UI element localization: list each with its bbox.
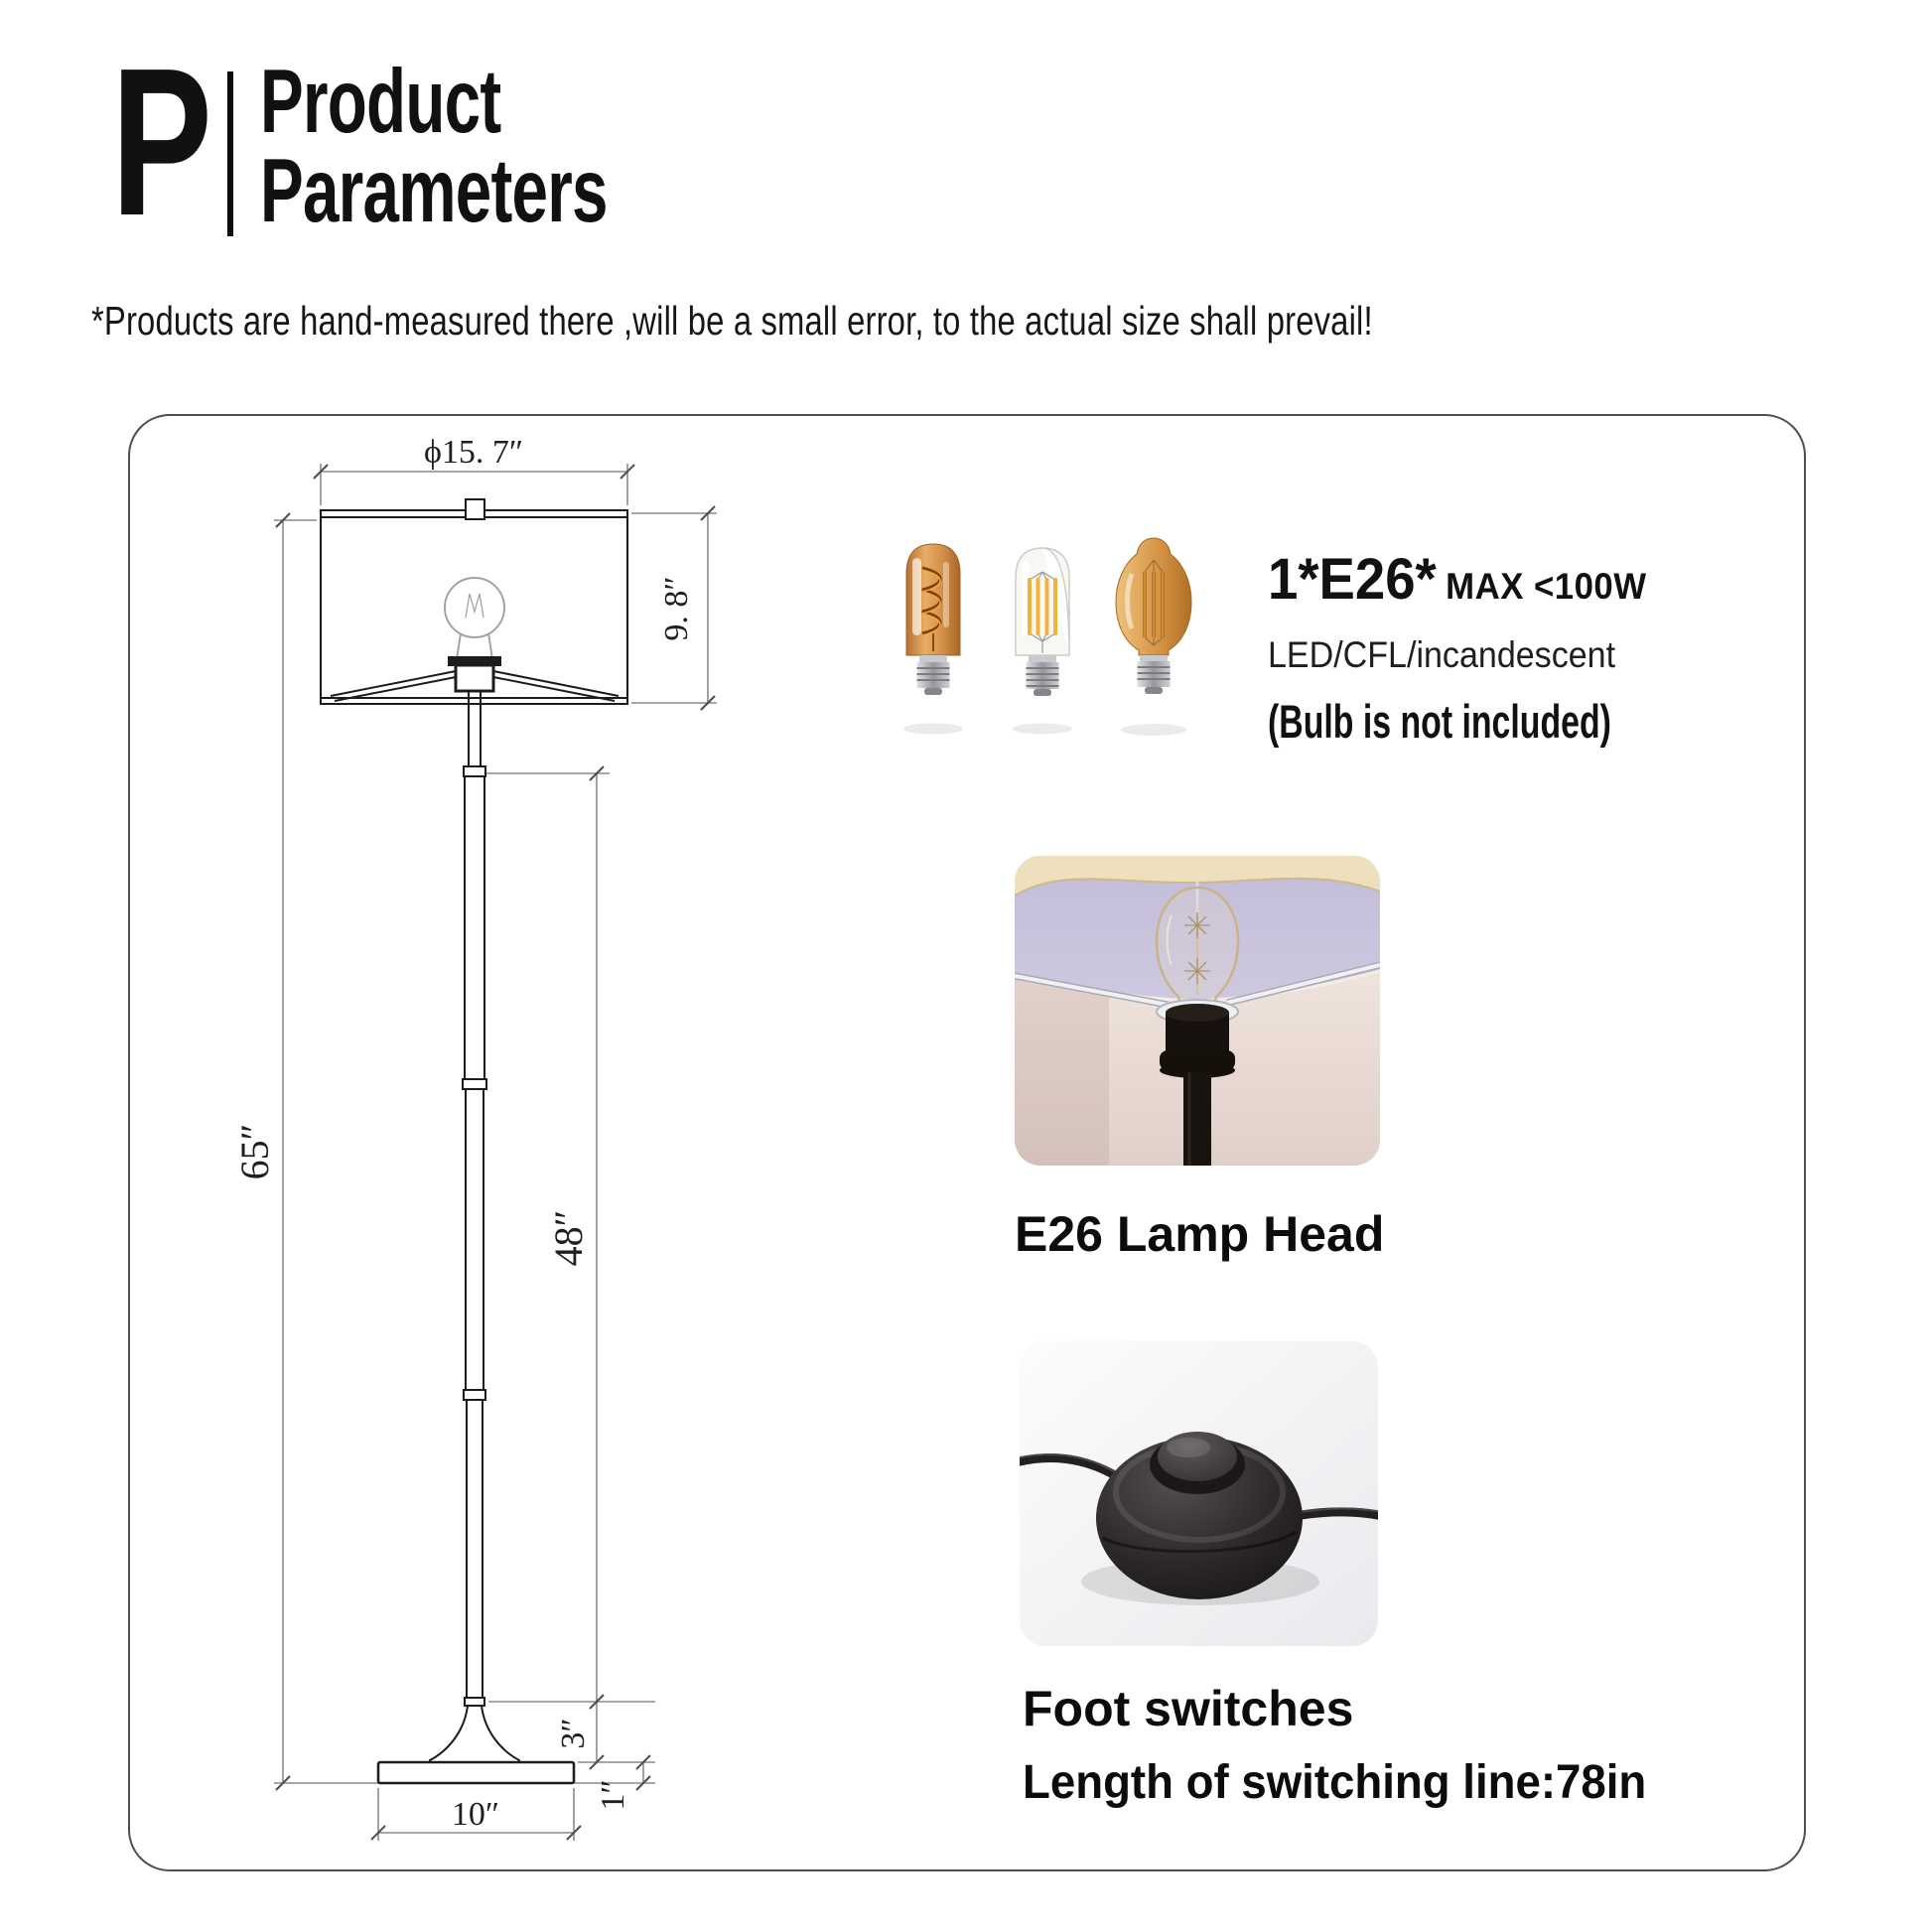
lamp-head-photo — [1015, 856, 1380, 1166]
st64-amber-filament-bulb-icon — [1116, 538, 1191, 736]
page-title-line2: Parameters — [260, 141, 608, 242]
dim-label-total-height: 65″ — [232, 1123, 277, 1180]
t45-clear-filament-bulb-icon — [1013, 548, 1072, 735]
page-title-line1: Product — [260, 52, 501, 152]
title-divider — [227, 71, 233, 236]
dim-label-stem-height: 3″ — [555, 1718, 592, 1749]
bulb-max-wattage: MAX <100W — [1446, 566, 1647, 607]
bulb-types: LED/CFL/incandescent — [1268, 634, 1616, 675]
bulb-not-included-note: (Bulb is not included) — [1268, 695, 1611, 748]
t45-amber-spiral-bulb-icon — [903, 544, 963, 735]
page-title — [260, 52, 743, 242]
dim-label-shade-height: 9. 8″ — [658, 576, 695, 641]
dim-label-base-diameter: 10″ — [451, 1796, 500, 1833]
brand-monogram: P — [111, 24, 211, 259]
dim-label-base-thickness: 1″ — [595, 1779, 631, 1811]
bulb-spec-block — [1268, 546, 1744, 749]
bulb-socket-spec: 1*E26* — [1268, 547, 1437, 612]
hand-measure-disclaimer: *Products are hand-measured there ,will be a small error, to the actual size shall prevail! — [91, 298, 1373, 344]
compatible-bulbs-illustration — [872, 534, 1209, 738]
fabric-shadow-left — [1015, 977, 1109, 1166]
foot-switch-caption: Foot switches — [1023, 1681, 1354, 1736]
dim-label-pole-height: 48″ — [546, 1209, 591, 1267]
foot-switch-photo — [1020, 1341, 1378, 1646]
cord-length-caption: Length of switching line:78in — [1023, 1756, 1647, 1809]
dim-label-shade-diameter: ϕ15. 7″ — [423, 434, 524, 471]
lamp-head-caption: E26 Lamp Head — [1015, 1206, 1385, 1262]
bulb-spec-line — [1268, 546, 1716, 613]
